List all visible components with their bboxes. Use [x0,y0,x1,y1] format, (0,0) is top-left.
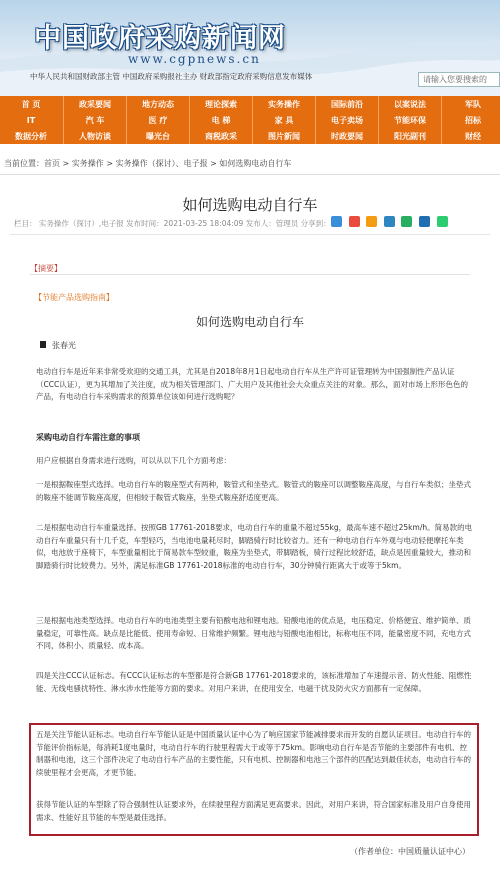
nav-item[interactable]: 军队 [465,100,481,109]
nav-divider [441,96,442,144]
share-icon-2[interactable] [349,216,360,227]
article-paragraph: 五是关注节能认证标志。电动自行车节能认证是中国质量认证中心为了响应国家节能减排要求而开发的自愿认证项目。电动自行车的节能评价指标是，每消耗1度电量时，电动自行车的行驶里程需大于或等于75km。影响电动自行车是否节能的主要部件有电机、控制器和电池，这三个部件决定了电动自行车产品的主要性能，只有电机、控制器和电池三个部件的匹配达到最佳状态，电动自行车的续驶里程才会更高，才更节能。 [36,730,471,777]
share-icon-7[interactable] [437,216,448,227]
nav-item[interactable]: 曝光台 [146,132,170,141]
nav-row-2 [0,113,500,128]
nav-divider [189,96,190,144]
breadcrumb[interactable]: 当前位置：首页 > 实务操作 > 实务操作（探讨）、电子报 > 如何选购电动自行车 [4,159,292,168]
nav-divider [63,96,64,144]
nav-item[interactable]: 人物访谈 [79,132,111,141]
nav-item[interactable]: 财经 [465,132,481,141]
nav-item[interactable]: 招标 [465,116,481,125]
site-header [0,0,500,96]
guide-tag: 【节能产品选购指南】 [34,293,114,302]
article-paragraph: 二是根据电动自行车重量选择。按照GB 17761-2018要求，电动自行车的重量不超过55kg，最高车速不超过25km/h。简易款的电动自行车重量只有十几千克，车型轻巧，当电池电量耗尽时，脚踏骑行时比较省力。还有一种电动自行车外观与电动轻便摩托车类似，电池放于座椅下，车型重量相比于简易款车型较重，鞍座为坐垫式，带脚踏板，骑行过程比较舒适，缺点是因重量较大，推动和脚踏骑行时比较费力。另外，满足标准GB 17761-2018标准的电动自行车，30分钟骑行距离大于或等于5km。 [36,523,473,570]
search-input[interactable]: 请输入您要搜索的 [418,72,500,87]
section-heading: 采购电动自行车需注意的事项 [36,433,140,442]
nav-item[interactable]: 家 具 [274,116,294,125]
article-inner-title: 如何选购电动自行车 [195,315,304,329]
nav-item[interactable]: 首 页 [21,100,41,109]
nav-item[interactable]: 政采要闻 [79,100,111,109]
nav-item[interactable]: 电 梯 [211,116,231,125]
abstract-tag: 【摘要】 [30,264,62,273]
site-url: www.cgpnews.cn [128,52,261,66]
nav-item[interactable]: 电子卖场 [331,116,363,125]
nav-divider [378,96,379,144]
breadcrumb-divider [0,174,500,175]
nav-item[interactable]: 医 疗 [148,116,168,125]
share-icon-4[interactable] [384,216,395,227]
article-paragraph: 三是根据电池类型选择。电动自行车的电池类型主要有铅酸电池和锂电池。铅酸电池的优点是，电压稳定、价格便宜、维护简单、质量稳定，可靠性高。缺点是比能低、使用寿命短、日常维护频繁。锂电池与铅酸电池相比，标称电压不同，能量密度不同，充电方式不同，体积小、质量轻、成本高。 [36,616,471,650]
article-paragraph: 用户应根据自身需求进行选购，可以从以下几个方面考虑： [36,456,231,465]
nav-item[interactable]: 以案说法 [394,100,426,109]
nav-row-1 [0,97,500,112]
site-logo-text[interactable]: 中国政府采购新闻网 [34,23,286,54]
author-bullet-icon [40,341,46,348]
share-icons [331,216,449,228]
nav-item[interactable]: 国际前沿 [331,100,363,109]
article-paragraph: 一是根据鞍座型式选择。电动自行车的鞍座型式有两种，鞍管式和坐垫式。鞍管式的鞍座可以调整鞍座高度，与自行车类似；坐垫式的鞍座不能调节鞍座高度，但相较于鞍管式鞍座，坐垫式鞍座舒适度更高。 [36,480,471,502]
share-icon-5[interactable] [401,216,412,227]
article-author: 张春光 [52,341,76,350]
nav-item[interactable]: 数据分析 [15,132,47,141]
article-paragraph: 四是关注CCC认证标志。有CCC认证标志的车型都是符合新GB 17761-2018要求的，该标准增加了车速提示音、防火性能、阻燃性能、无线电骚扰特性、淋水涉水性能等方面的要求。对用户来讲，在使用安全、电磁干扰及防火灾方面都有一定保障。 [36,671,472,693]
author-affiliation: （作者单位：中国质量认证中心） [350,847,470,856]
meta-divider [10,234,490,235]
nav-item[interactable]: 阳光副刊 [394,132,426,141]
nav-divider [126,96,127,144]
nav-item[interactable]: 理论探索 [205,100,237,109]
nav-item[interactable]: 商税政采 [205,132,237,141]
article-paragraph: 获得节能认证的车型除了符合强制性认证要求外，在续驶里程方面满足更高要求。因此，对用户来讲，符合国家标准及用户自身使用需求、性能好且节能的车型是最佳选择。 [36,800,471,822]
nav-item[interactable]: 实务操作 [268,100,300,109]
nav-item[interactable]: 时政要闻 [331,132,363,141]
share-icon-6[interactable] [419,216,430,227]
article-meta: 栏目： 实务操作（探讨）,电子报 发布时间：2021-03-25 18:04:09 发布人：管理员 分享到： [14,219,331,228]
nav-divider [252,96,253,144]
nav-row-3 [0,129,500,144]
nav-item[interactable]: 节能环保 [394,116,426,125]
nav-divider [315,96,316,144]
page-title: 如何选购电动自行车 [182,196,318,214]
nav-item[interactable]: 图片新闻 [268,132,300,141]
sponsor-text: 中华人民共和国财政部主管 中国政府采购报社主办 财政部指定政府采购信息发布媒体 [30,72,313,81]
main-nav [0,96,500,144]
article-paragraph: 电动自行车是近年来非常受欢迎的交通工具，尤其是自2018年8月1日起电动自行车从生产许可证管理转为中国强制性产品认证（CCC认证），更为其增加了关注度，成为相关管理部门、广大用户及其他社会大众重点关注的对象。那么，面对市场上形形色色的产品，有电动自行车采购需求的预算单位该如何进行选购呢？ [36,367,468,401]
nav-item[interactable]: IT [26,116,36,125]
share-icon-3[interactable] [366,216,377,227]
nav-item[interactable]: 汽 车 [85,116,105,125]
nav-item[interactable]: 地方动态 [142,100,174,109]
share-icon-1[interactable] [331,216,342,227]
abstract-divider [30,274,470,275]
